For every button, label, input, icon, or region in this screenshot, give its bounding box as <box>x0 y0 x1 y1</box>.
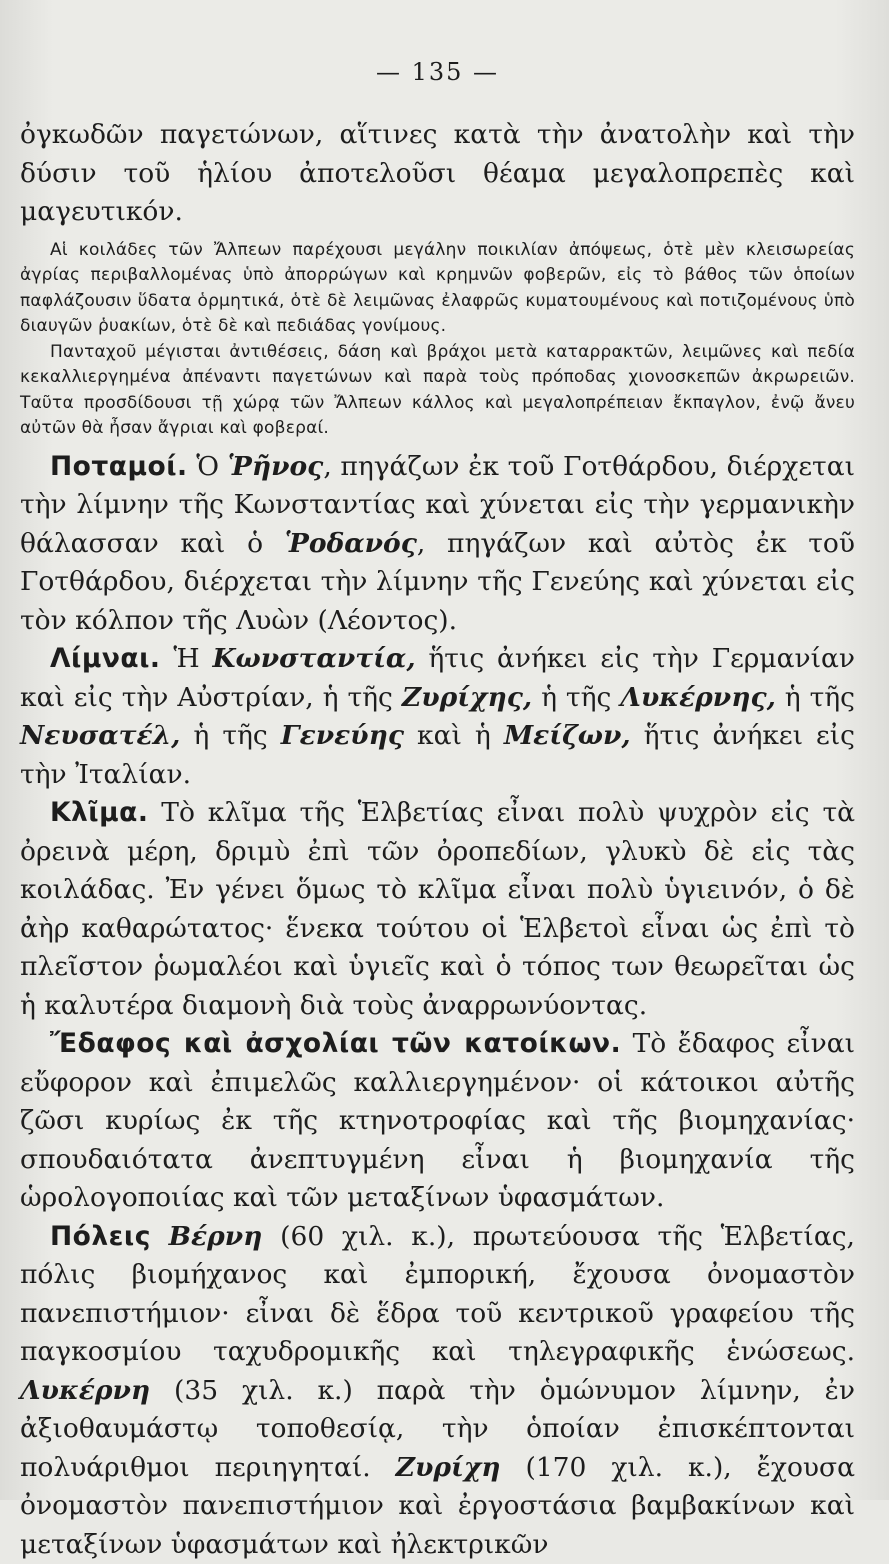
section-heading-cities: Πόλεις <box>50 1221 151 1252</box>
lakes-text-5: ἡ τῆς <box>180 720 280 751</box>
lakes-text-7: ἥτις ἀνήκει εἰς τὴν Ἰταλίαν. <box>20 720 855 790</box>
cities-text-2: (35 χιλ. κ.) παρὰ τὴν ὁμώνυμον λίμνην, ἐν ἀξιοθαυμάστῳ τοποθεσίᾳ, τὴν ὁποίαν ἐπισκέπτονται πολυάριθμοι περιηγηταί. <box>20 1375 855 1483</box>
paragraph-glaciers: ὀγκωδῶν παγετώνων, αἵτινες κατὰ τὴν ἀνατολὴν καὶ τὴν δύσιν τοῦ ἡλίου ἀποτελοῦσι θέαμα μεγαλοπρεπὲς καὶ μαγευτικόν. <box>20 116 855 232</box>
lake-name-neuchatel: Νευσατέλ, <box>20 720 180 751</box>
soil-text: Τὸ ἔδαφος εἶναι εὔφορον καὶ ἐπιμελῶς καλλιεργημένον· οἱ κάτοικοι αὐτῆς ζῶσι κυρίως ἐκ τῆς κτηνοτροφίας καὶ τῆς βιομηχανίας· σπουδαιότατα ἀνεπτυγμένη εἶναι ἡ βιομηχανία τῆς ὡρολογοποιίας καὶ τῶν μεταξίνων ὑφασμάτων. <box>20 1028 855 1213</box>
section-heading-lakes: Λίμναι. <box>50 643 160 674</box>
lakes-text-1: Ἡ <box>160 643 212 674</box>
lake-name-geneva: Γενεύης <box>281 720 404 751</box>
lake-name-zurich: Ζυρίχης, <box>402 682 532 713</box>
page-number: — 135 — <box>20 58 855 86</box>
section-climate <box>20 794 855 1025</box>
river-name-rhine: Ῥῆνος <box>228 451 324 482</box>
section-soil <box>20 1025 855 1218</box>
lake-name-constance: Κωνσταντία, <box>212 643 415 674</box>
section-heading-climate: Κλῖμα. <box>50 797 148 828</box>
section-heading-rivers: Ποταμοί. <box>50 451 188 482</box>
rivers-text-3: , πηγάζων καὶ αὐτὸς ἐκ τοῦ Γοτθάρδου, διέρχεται τὴν λίμνην τῆς Γενεύης καὶ χύνεται εἰς τὸν κόλπον τῆς Λυὼν (Λέοντος). <box>20 528 855 636</box>
cities-text-3: (170 χιλ. κ.), ἔχουσα ὀνομαστὸν πανεπιστήμιον καὶ ἐργοστάσια βαμβακίνων καὶ μεταξίνων ὑφασμάτων καὶ ἠλεκτρικῶν <box>20 1452 855 1560</box>
section-heading-soil: Ἔδαφος καὶ ἀσχολίαι τῶν κατοίκων. <box>50 1028 621 1059</box>
cities-text-1: (60 χιλ. κ.), πρωτεύουσα τῆς Ἑλβετίας, πόλις βιομήχανος καὶ ἐμπορική, ἔχουσα ὀνομαστὸν πανεπιστήμιον· εἶναι δὲ ἕδρα τοῦ κεντρικοῦ γραφείου τῆς παγκοσμίου ταχυδρομικῆς καὶ τηλεγραφικῆς ἑνώσεως. <box>20 1221 855 1368</box>
lake-name-lucerne: Λυκέρνης, <box>620 682 776 713</box>
section-cities <box>20 1218 855 1564</box>
rivers-text-1: Ὁ <box>188 451 228 482</box>
lakes-text-6: καὶ ἡ <box>404 720 504 751</box>
lakes-text-3: ἡ τῆς <box>532 682 620 713</box>
lake-name-maggiore: Μείζων, <box>504 720 631 751</box>
section-lakes <box>20 640 855 794</box>
river-name-rhone: Ῥοδανός <box>285 528 417 559</box>
lakes-text-2: ἥτις ἀνήκει εἰς τὴν Γερμανίαν καὶ εἰς τὴν Αὐστρίαν, ἡ τῆς <box>20 643 855 713</box>
lakes-text-4: ἡ τῆς <box>776 682 855 713</box>
rivers-text-2: , πηγάζων ἐκ τοῦ Γοτθάρδου, διέρχεται τὴν λίμνην τῆς Κωνσταντίας καὶ χύνεται εἰς τὴν γερμανικὴν θάλασσαν καὶ ὁ <box>20 451 855 559</box>
city-name-zurich: Ζυρίχη <box>396 1452 501 1483</box>
city-name-lucerne: Λυκέρνη <box>20 1375 150 1406</box>
paragraph-valleys: Αἱ κοιλάδες τῶν Ἄλπεων παρέχουσι μεγάλην ποικιλίαν ἀπόψεως, ὁτὲ μὲν κλεισωρείας ἀγρίας περιβαλλομένας ὑπὸ ἀπορρώγων καὶ κρημνῶν φοβερῶν, εἰς τὸ βάθος τῶν ὁποίων παφλάζουσιν ὕδατα ὁρμητικά, ὁτὲ δὲ λειμῶνας ἐλαφρῶς κυματουμένους καὶ ποτιζομένους ὑπὸ διαυγῶν ῥυακίων, ὁτὲ δὲ καὶ πεδιάδας γονίμους. <box>20 238 855 340</box>
city-name-bern: Βέρνη <box>169 1221 263 1252</box>
section-rivers <box>20 448 855 641</box>
paragraph-contrasts: Πανταχοῦ μέγισται ἀντιθέσεις, δάση καὶ βράχοι μετὰ καταρρακτῶν, λειμῶνες καὶ πεδία κεκαλλιεργημένα ἀπέναντι παγετώνων καὶ παρὰ τοὺς πρόποδας χιονοσκεπῶν ἀκρωρειῶν. Ταῦτα προσδίδουσι τῇ χώρᾳ τῶν Ἄλπεων κάλλος καὶ μεγαλοπρέπειαν ἔκπαγλον, ἐνῷ ἄνευ αὐτῶν θὰ ἦσαν ἄγριαι καὶ φοβεραί. <box>20 340 855 442</box>
climate-text: Τὸ κλῖμα τῆς Ἑλβετίας εἶναι πολὺ ψυχρὸν εἰς τὰ ὀρεινὰ μέρη, δριμὺ ἐπὶ τῶν ὀροπεδίων, γλυκὺ δὲ εἰς τὰς κοιλάδας. Ἐν γένει ὅμως τὸ κλῖμα εἶναι πολὺ ὑγιεινόν, ὁ δὲ ἀὴρ καθαρώτατος· ἕνεκα τούτου οἱ Ἑλβετοὶ εἶναι ὡς ἐπὶ τὸ πλεῖστον ῥωμαλέοι καὶ ὑγιεῖς καὶ ὁ τόπος των θεωρεῖται ὡς ἡ καλυτέρα διαμονὴ διὰ τοὺς ἀναρρωνύοντας. <box>20 797 855 1021</box>
